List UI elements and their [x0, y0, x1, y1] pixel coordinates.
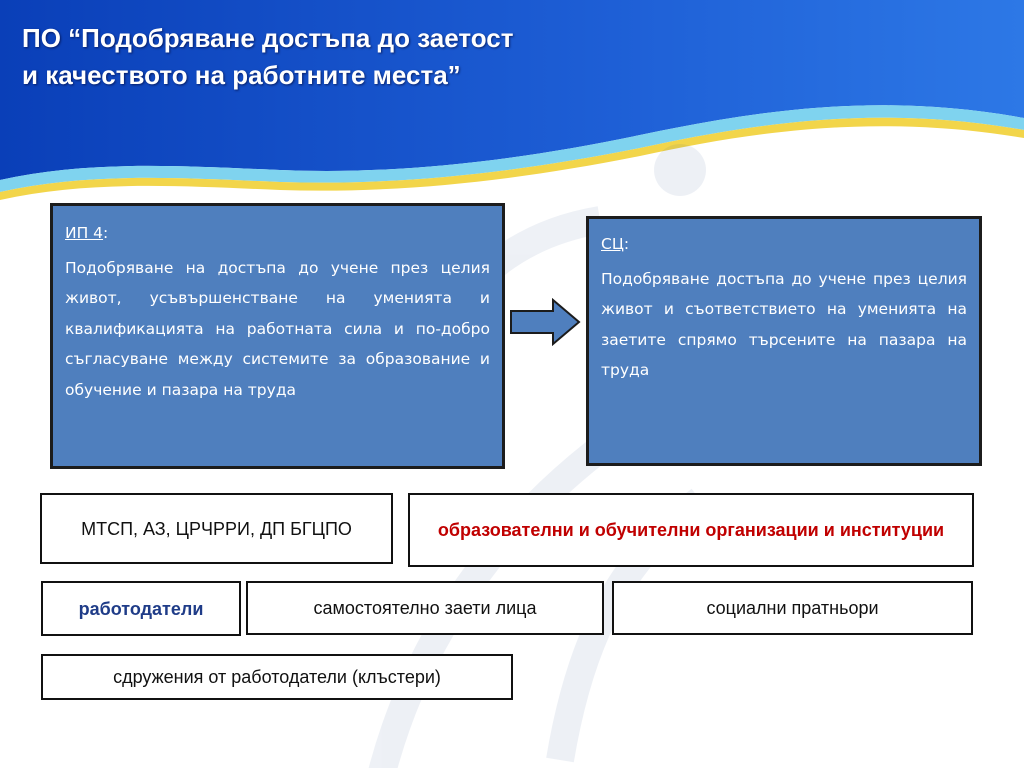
stakeholder-education-orgs-box	[408, 493, 974, 567]
stakeholder-education-orgs-label: образователни и обучителни организации и институции	[437, 520, 945, 540]
stakeholder-social-partners-box	[612, 581, 973, 635]
stakeholder-employers-box	[41, 581, 241, 636]
stakeholder-employers-label: работодатели	[78, 598, 204, 619]
slide-title-line-2: и качеството на работните места”	[22, 60, 461, 90]
slide-title-line-1: ПО “Подобряване достъпа до заетост	[22, 23, 514, 53]
slide-title	[22, 20, 722, 94]
investment-priority-heading	[65, 218, 490, 249]
specific-objective-label: СЦ	[601, 235, 624, 253]
stakeholder-institutions-box	[40, 493, 393, 564]
investment-priority-text: Подобряване на достъпа до учене през целия живот, усъвършенстване на уменията и квалификацията на работната сила и по-добро съгласуване между системите за образование и обучение и пазара на труда	[65, 258, 490, 399]
right-arrow-icon	[509, 298, 581, 346]
specific-objective-text: Подобряване достъпа до учене през целия живот и съответствието на уменията на заетите спрямо търсените на пазара на труда	[601, 269, 967, 379]
investment-priority-label: ИП 4	[65, 224, 104, 242]
stakeholder-institutions-label: МТСП, АЗ, ЦРЧРРИ, ДП БГЦПО	[81, 518, 352, 539]
investment-priority-colon: :	[103, 224, 109, 242]
specific-objective-heading	[601, 229, 967, 260]
stakeholder-self-employed-label: самостоятелно заети лица	[313, 598, 537, 618]
stakeholder-self-employed-box	[246, 581, 604, 635]
stakeholder-employer-associations-label: сдружения от работодатели (клъстери)	[113, 667, 441, 687]
investment-priority-box	[50, 203, 505, 469]
specific-objective-colon: :	[623, 235, 630, 253]
stakeholder-employer-associations-box	[41, 654, 513, 700]
stakeholder-social-partners-label: социални пратньори	[706, 598, 879, 618]
specific-objective-box	[586, 216, 982, 466]
